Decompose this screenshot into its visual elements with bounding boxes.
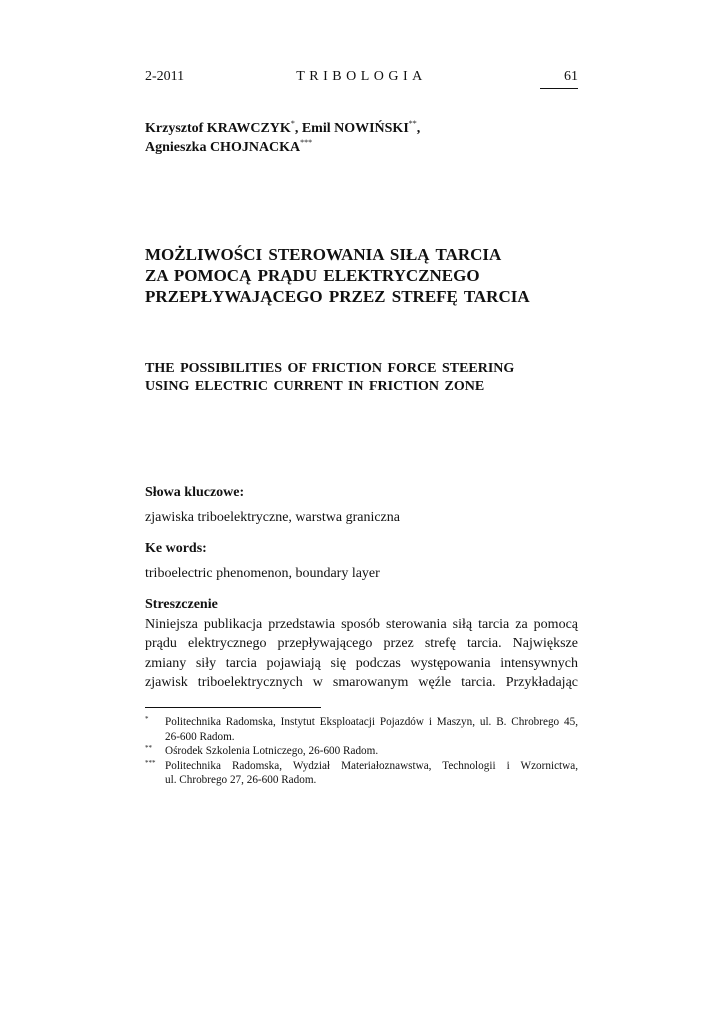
author-3: Agnieszka CHOJNACKA xyxy=(145,140,301,155)
abstract-heading: Streszczenie xyxy=(145,597,218,612)
title-pl-line: PRZEPŁYWAJĄCEGO PRZEZ STREFĘ TARCIA xyxy=(145,287,530,306)
author-2-mark: ** xyxy=(408,119,417,128)
keywords-pl-text: zjawiska triboelektryczne, warstwa graniczna xyxy=(145,510,400,525)
author-1-mark: * xyxy=(290,119,295,128)
page-number: 61 xyxy=(564,69,578,84)
author-list xyxy=(145,119,578,157)
footnote-1-line-2: 26-600 Radom. xyxy=(165,730,235,743)
footnote-3-line-2: ul. Chrobrego 27, 26-600 Radom. xyxy=(165,774,317,786)
journal-name: TRIBOLOGIA xyxy=(296,69,427,84)
author-1: Krzysztof KRAWCZYK xyxy=(145,121,291,136)
abstract-body xyxy=(145,615,578,692)
keywords-en-text: triboelectric phenomenon, boundary layer xyxy=(145,566,380,581)
footnote-2-line-1: Ośrodek Szkolenia Lotniczego, 26-600 Radom. xyxy=(165,745,379,757)
author-3-mark: *** xyxy=(300,138,313,147)
title-pl-line: MOŻLIWOŚCI STEROWANIA SIŁĄ TARCIA xyxy=(145,245,502,264)
footnote-3-line-1: Politechnika Radomska, Wydział Materiałoznawstwa, Technologii i Wzornictwa, xyxy=(165,759,578,772)
title-en-line: THE POSSIBILITIES OF FRICTION FORCE STEERING xyxy=(145,361,515,376)
abstract-line: Niniejsza publikacja przedstawia sposób sterowania siłą tarcia za pomocą xyxy=(145,617,578,632)
footnotes xyxy=(145,715,578,788)
footnote-1-mark: * xyxy=(145,715,149,723)
footnote-2-mark: ** xyxy=(145,744,152,752)
author-line-2 xyxy=(145,138,578,157)
abstract-line: zmiany siły tarcia pojawiają się podczas występowania intensywnych xyxy=(145,655,578,671)
author-line-1: Krzysztof KRAWCZYK*, Emil NOWIŃSKI**, xyxy=(145,119,421,136)
footnote-3-mark: *** xyxy=(145,758,156,767)
title-polish xyxy=(145,244,578,307)
footnote-3 xyxy=(145,759,578,788)
title-pl-line: ZA POMOCĄ PRĄDU ELEKTRYCZNEGO xyxy=(145,266,480,285)
footnote-1 xyxy=(145,715,578,744)
title-en-line: USING ELECTRIC CURRENT IN FRICTION ZONE xyxy=(145,379,485,394)
header-rule xyxy=(540,88,578,89)
abstract-line: zjawisk triboelektrycznych w smarowanym węźle tarcia. Przykładając xyxy=(145,674,578,690)
keywords-en-heading: Ke words: xyxy=(145,541,207,556)
issue-number: 2-2011 xyxy=(145,69,185,84)
author-2: Emil NOWIŃSKI xyxy=(301,121,409,136)
keywords-pl-heading: Słowa kluczowe: xyxy=(145,485,245,500)
abstract-line: prądu elektrycznego przepływającego przez strefę tarcia. Największe xyxy=(145,636,578,652)
footnote-rule xyxy=(145,707,321,708)
footnote-2 xyxy=(145,744,578,759)
running-header xyxy=(145,69,578,89)
footnote-1-line-1: Politechnika Radomska, Instytut Eksploatacji Pojazdów i Maszyn, ul. B. Chrobrego 45, xyxy=(165,716,578,728)
title-english xyxy=(145,360,578,396)
